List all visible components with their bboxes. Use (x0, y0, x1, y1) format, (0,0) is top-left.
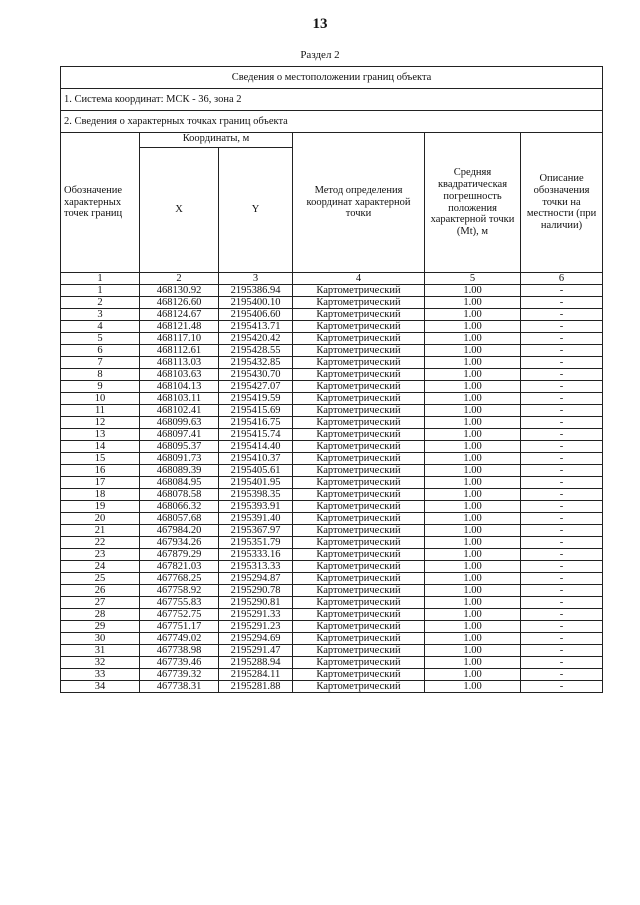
cell-error: 1.00 (425, 369, 521, 381)
cell-x: 467738.98 (140, 645, 219, 657)
table-row (61, 333, 603, 345)
table-row (61, 321, 603, 333)
cell-point-number: 33 (61, 669, 140, 681)
cell-error: 1.00 (425, 657, 521, 669)
table-row (61, 309, 603, 321)
cell-error: 1.00 (425, 429, 521, 441)
table-row (61, 537, 603, 549)
cell-point-number: 13 (61, 429, 140, 441)
cell-description: - (521, 369, 603, 381)
cell-description: - (521, 405, 603, 417)
cell-method: Картометрический (293, 333, 425, 345)
cell-point-number: 20 (61, 513, 140, 525)
cell-error: 1.00 (425, 681, 521, 693)
cell-error: 1.00 (425, 309, 521, 321)
cell-point-number: 1 (61, 285, 140, 297)
cell-x: 468103.63 (140, 369, 219, 381)
table-row (61, 549, 603, 561)
cell-y: 2195406.60 (219, 309, 293, 321)
cell-method: Картометрический (293, 381, 425, 393)
table-row (61, 621, 603, 633)
cell-point-number: 32 (61, 657, 140, 669)
cell-description: - (521, 345, 603, 357)
cell-point-number: 30 (61, 633, 140, 645)
cell-method: Картометрический (293, 285, 425, 297)
cell-method: Картометрический (293, 669, 425, 681)
table-row (61, 585, 603, 597)
cell-x: 467739.46 (140, 657, 219, 669)
cell-point-number: 2 (61, 297, 140, 309)
cell-x: 468124.67 (140, 309, 219, 321)
cell-y: 2195284.11 (219, 669, 293, 681)
cell-description: - (521, 549, 603, 561)
cell-method: Картометрический (293, 645, 425, 657)
cell-x: 468126.60 (140, 297, 219, 309)
cell-description: - (521, 333, 603, 345)
cell-error: 1.00 (425, 393, 521, 405)
table-row (61, 381, 603, 393)
column-number: 4 (293, 273, 425, 285)
cell-point-number: 12 (61, 417, 140, 429)
cell-x: 468121.48 (140, 321, 219, 333)
cell-error: 1.00 (425, 561, 521, 573)
cell-point-number: 24 (61, 561, 140, 573)
column-number: 5 (425, 273, 521, 285)
table-row (61, 345, 603, 357)
cell-error: 1.00 (425, 609, 521, 621)
header-designation: Обозначение характерных точек границ (61, 133, 140, 273)
cell-y: 2195291.33 (219, 609, 293, 621)
points-heading-row: 2. Сведения о характерных точках границ объекта (61, 111, 603, 133)
cell-error: 1.00 (425, 645, 521, 657)
cell-method: Картометрический (293, 309, 425, 321)
cell-method: Картометрический (293, 357, 425, 369)
cell-y: 2195419.59 (219, 393, 293, 405)
table-row (61, 513, 603, 525)
cell-point-number: 8 (61, 369, 140, 381)
table-row (61, 645, 603, 657)
cell-error: 1.00 (425, 525, 521, 537)
column-number: 3 (219, 273, 293, 285)
column-number: 6 (521, 273, 603, 285)
cell-error: 1.00 (425, 537, 521, 549)
cell-method: Картометрический (293, 597, 425, 609)
cell-point-number: 15 (61, 453, 140, 465)
cell-x: 468112.61 (140, 345, 219, 357)
header-x: X (140, 148, 219, 273)
cell-x: 468097.41 (140, 429, 219, 441)
cell-y: 2195428.55 (219, 345, 293, 357)
cell-method: Картометрический (293, 561, 425, 573)
table-title: Сведения о местоположении границ объекта (61, 67, 603, 89)
cell-description: - (521, 297, 603, 309)
cell-y: 2195427.07 (219, 381, 293, 393)
cell-x: 468113.03 (140, 357, 219, 369)
table-row (61, 489, 603, 501)
cell-y: 2195294.69 (219, 633, 293, 645)
boundary-points-table (60, 66, 603, 693)
table-row (61, 297, 603, 309)
table-row (61, 681, 603, 693)
cell-error: 1.00 (425, 285, 521, 297)
table-row (61, 597, 603, 609)
cell-method: Картометрический (293, 609, 425, 621)
cell-y: 2195367.97 (219, 525, 293, 537)
cell-y: 2195410.37 (219, 453, 293, 465)
cell-method: Картометрический (293, 429, 425, 441)
cell-error: 1.00 (425, 357, 521, 369)
table-row (61, 465, 603, 477)
cell-error: 1.00 (425, 453, 521, 465)
cell-y: 2195405.61 (219, 465, 293, 477)
cell-method: Картометрический (293, 405, 425, 417)
cell-x: 468103.11 (140, 393, 219, 405)
cell-method: Картометрический (293, 585, 425, 597)
cell-x: 467821.03 (140, 561, 219, 573)
page-number: 13 (312, 16, 328, 32)
cell-x: 467755.83 (140, 597, 219, 609)
cell-x: 467768.25 (140, 573, 219, 585)
cell-method: Картометрический (293, 537, 425, 549)
cell-point-number: 19 (61, 501, 140, 513)
cell-description: - (521, 681, 603, 693)
cell-description: - (521, 309, 603, 321)
cell-error: 1.00 (425, 321, 521, 333)
cell-description: - (521, 477, 603, 489)
header-coordinates: Координаты, м (140, 133, 293, 148)
cell-point-number: 9 (61, 381, 140, 393)
cell-x: 468057.68 (140, 513, 219, 525)
cell-x: 467738.31 (140, 681, 219, 693)
cell-method: Картометрический (293, 321, 425, 333)
header-method: Метод определения координат характерной точки (293, 133, 425, 273)
cell-description: - (521, 393, 603, 405)
cell-method: Картометрический (293, 417, 425, 429)
cell-point-number: 29 (61, 621, 140, 633)
cell-description: - (521, 525, 603, 537)
cell-y: 2195430.70 (219, 369, 293, 381)
cell-y: 2195415.74 (219, 429, 293, 441)
table-row (61, 357, 603, 369)
cell-x: 468130.92 (140, 285, 219, 297)
cell-y: 2195393.91 (219, 501, 293, 513)
table-row (61, 609, 603, 621)
table-row (61, 393, 603, 405)
cell-x: 468104.13 (140, 381, 219, 393)
cell-y: 2195281.88 (219, 681, 293, 693)
cell-y: 2195432.85 (219, 357, 293, 369)
cell-point-number: 7 (61, 357, 140, 369)
cell-description: - (521, 513, 603, 525)
section-label: Раздел 2 (300, 49, 340, 61)
cell-description: - (521, 621, 603, 633)
cell-method: Картометрический (293, 633, 425, 645)
cell-description: - (521, 633, 603, 645)
cell-y: 2195351.79 (219, 537, 293, 549)
cell-method: Картометрический (293, 513, 425, 525)
cell-description: - (521, 441, 603, 453)
cell-error: 1.00 (425, 597, 521, 609)
cell-point-number: 17 (61, 477, 140, 489)
cell-description: - (521, 489, 603, 501)
cell-point-number: 26 (61, 585, 140, 597)
cell-description: - (521, 285, 603, 297)
cell-description: - (521, 501, 603, 513)
cell-point-number: 27 (61, 597, 140, 609)
cell-point-number: 11 (61, 405, 140, 417)
table-row (61, 417, 603, 429)
cell-error: 1.00 (425, 417, 521, 429)
cell-y: 2195414.40 (219, 441, 293, 453)
cell-point-number: 14 (61, 441, 140, 453)
cell-x: 467749.02 (140, 633, 219, 645)
cell-point-number: 34 (61, 681, 140, 693)
table-row (61, 429, 603, 441)
cell-point-number: 6 (61, 345, 140, 357)
cell-description: - (521, 597, 603, 609)
cell-point-number: 16 (61, 465, 140, 477)
cell-y: 2195401.95 (219, 477, 293, 489)
cell-method: Картометрический (293, 477, 425, 489)
cell-error: 1.00 (425, 477, 521, 489)
table-row (61, 441, 603, 453)
table-row (61, 573, 603, 585)
cell-y: 2195294.87 (219, 573, 293, 585)
cell-x: 468089.39 (140, 465, 219, 477)
cell-x: 468102.41 (140, 405, 219, 417)
cell-method: Картометрический (293, 681, 425, 693)
cell-error: 1.00 (425, 441, 521, 453)
header-description: Описание обозначения точки на местности (при наличии) (521, 133, 603, 273)
cell-y: 2195413.71 (219, 321, 293, 333)
cell-method: Картометрический (293, 525, 425, 537)
cell-error: 1.00 (425, 333, 521, 345)
cell-x: 468078.58 (140, 489, 219, 501)
cell-y: 2195391.40 (219, 513, 293, 525)
cell-point-number: 22 (61, 537, 140, 549)
cell-method: Картометрический (293, 369, 425, 381)
cell-x: 468095.37 (140, 441, 219, 453)
cell-error: 1.00 (425, 669, 521, 681)
cell-y: 2195291.47 (219, 645, 293, 657)
cell-description: - (521, 585, 603, 597)
table-row (61, 525, 603, 537)
cell-point-number: 28 (61, 609, 140, 621)
cell-point-number: 21 (61, 525, 140, 537)
cell-error: 1.00 (425, 465, 521, 477)
column-numbers-row (61, 273, 603, 285)
coord-system-row: 1. Система координат: МСК - 36, зона 2 (61, 89, 603, 111)
cell-error: 1.00 (425, 513, 521, 525)
table-row (61, 669, 603, 681)
column-number: 1 (61, 273, 140, 285)
cell-method: Картометрический (293, 657, 425, 669)
table-row (61, 501, 603, 513)
cell-x: 467752.75 (140, 609, 219, 621)
header-error: Средняя квадратическая погрешность положения характерной точки (Mt), м (425, 133, 521, 273)
table-row (61, 285, 603, 297)
cell-method: Картометрический (293, 621, 425, 633)
cell-y: 2195415.69 (219, 405, 293, 417)
cell-method: Картометрический (293, 465, 425, 477)
cell-x: 467879.29 (140, 549, 219, 561)
header-y: Y (219, 148, 293, 273)
cell-error: 1.00 (425, 633, 521, 645)
cell-error: 1.00 (425, 381, 521, 393)
cell-x: 467758.92 (140, 585, 219, 597)
cell-point-number: 10 (61, 393, 140, 405)
cell-x: 467739.32 (140, 669, 219, 681)
cell-description: - (521, 417, 603, 429)
cell-y: 2195398.35 (219, 489, 293, 501)
cell-point-number: 3 (61, 309, 140, 321)
cell-x: 468091.73 (140, 453, 219, 465)
cell-error: 1.00 (425, 621, 521, 633)
cell-point-number: 23 (61, 549, 140, 561)
cell-description: - (521, 657, 603, 669)
column-number: 2 (140, 273, 219, 285)
cell-description: - (521, 357, 603, 369)
cell-x: 467934.26 (140, 537, 219, 549)
cell-error: 1.00 (425, 585, 521, 597)
cell-y: 2195420.42 (219, 333, 293, 345)
cell-point-number: 4 (61, 321, 140, 333)
cell-point-number: 25 (61, 573, 140, 585)
cell-error: 1.00 (425, 501, 521, 513)
cell-method: Картометрический (293, 441, 425, 453)
table-row (61, 561, 603, 573)
cell-method: Картометрический (293, 489, 425, 501)
cell-error: 1.00 (425, 489, 521, 501)
cell-y: 2195400.10 (219, 297, 293, 309)
cell-method: Картометрический (293, 453, 425, 465)
cell-point-number: 5 (61, 333, 140, 345)
table-row (61, 369, 603, 381)
cell-x: 467751.17 (140, 621, 219, 633)
cell-error: 1.00 (425, 345, 521, 357)
cell-y: 2195290.81 (219, 597, 293, 609)
cell-description: - (521, 669, 603, 681)
cell-description: - (521, 465, 603, 477)
table-row (61, 453, 603, 465)
cell-y: 2195416.75 (219, 417, 293, 429)
cell-method: Картометрический (293, 573, 425, 585)
cell-description: - (521, 537, 603, 549)
cell-description: - (521, 453, 603, 465)
cell-error: 1.00 (425, 297, 521, 309)
cell-description: - (521, 609, 603, 621)
cell-method: Картометрический (293, 549, 425, 561)
cell-y: 2195288.94 (219, 657, 293, 669)
cell-x: 468066.32 (140, 501, 219, 513)
table-row (61, 657, 603, 669)
cell-error: 1.00 (425, 573, 521, 585)
cell-y: 2195291.23 (219, 621, 293, 633)
cell-method: Картометрический (293, 345, 425, 357)
cell-description: - (521, 381, 603, 393)
table-row (61, 405, 603, 417)
cell-x: 468099.63 (140, 417, 219, 429)
cell-description: - (521, 573, 603, 585)
cell-error: 1.00 (425, 405, 521, 417)
cell-y: 2195290.78 (219, 585, 293, 597)
cell-method: Картометрический (293, 501, 425, 513)
table-row (61, 633, 603, 645)
table-row (61, 477, 603, 489)
cell-method: Картометрический (293, 393, 425, 405)
cell-y: 2195333.16 (219, 549, 293, 561)
cell-method: Картометрический (293, 297, 425, 309)
cell-x: 468084.95 (140, 477, 219, 489)
cell-point-number: 31 (61, 645, 140, 657)
cell-error: 1.00 (425, 549, 521, 561)
cell-description: - (521, 645, 603, 657)
cell-point-number: 18 (61, 489, 140, 501)
cell-description: - (521, 321, 603, 333)
cell-x: 467984.20 (140, 525, 219, 537)
cell-y: 2195313.33 (219, 561, 293, 573)
cell-x: 468117.10 (140, 333, 219, 345)
cell-y: 2195386.94 (219, 285, 293, 297)
cell-description: - (521, 429, 603, 441)
cell-description: - (521, 561, 603, 573)
